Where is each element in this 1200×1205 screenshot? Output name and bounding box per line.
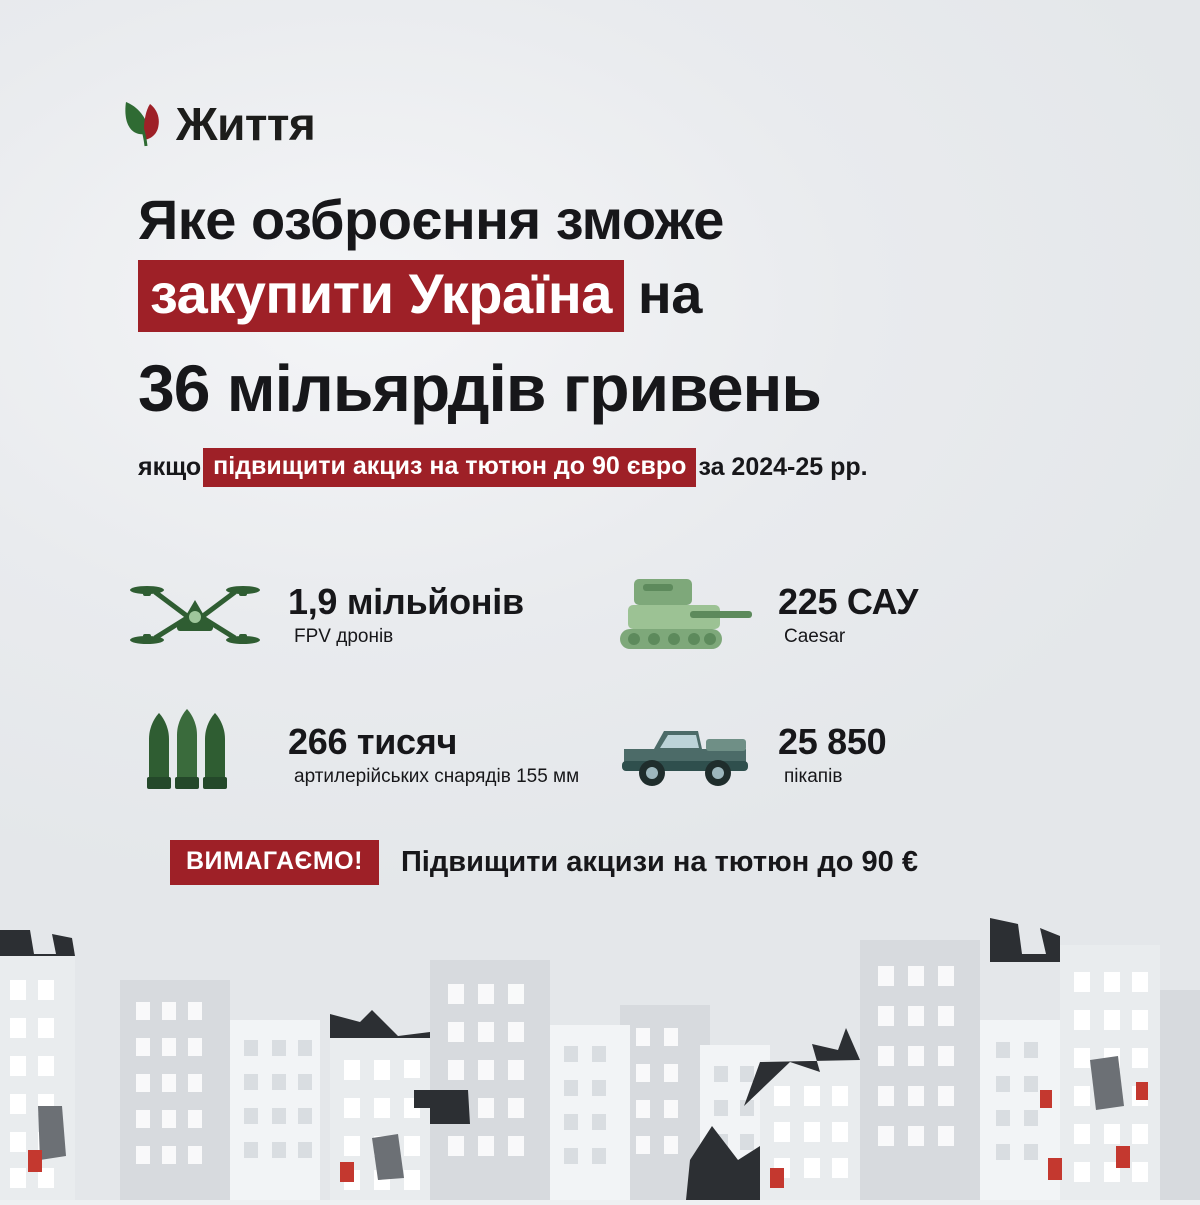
stat-text (778, 582, 918, 648)
artillery-shells-icon (120, 705, 270, 805)
stat-label: FPV дронів (294, 625, 394, 647)
stat-text (778, 722, 886, 788)
demand-text: Підвищити акцизи на тютюн до 90 € (400, 846, 918, 878)
stat-label: пікапів (784, 765, 843, 787)
stat-label: артилерійських снарядів 155 мм (294, 765, 580, 787)
drone-icon (120, 565, 270, 665)
headline-line-2 (138, 260, 1098, 332)
tank-howitzer-icon (610, 565, 760, 665)
demand-badge: ВИМАГАЄМО! (170, 840, 379, 885)
stat-text (288, 582, 524, 648)
brand-logo[interactable] (120, 98, 315, 150)
damaged-city-skyline (0, 910, 1200, 1200)
stat-value: 266 тисяч (288, 721, 458, 763)
stat-label: Caesar (784, 625, 846, 647)
headline-line-1: Яке озброєння зможе (138, 188, 724, 251)
headline-highlight: закупити Україна (138, 260, 624, 332)
headline-amount: 36 мільярдів гривень (138, 351, 821, 426)
stat-item (120, 700, 590, 810)
stat-value: 1,9 мільйонів (288, 581, 524, 623)
stat-item (610, 560, 1080, 670)
brand-name: Життя (176, 98, 316, 150)
pickup-truck-icon (610, 705, 760, 805)
headline-line-2-tail: на (637, 262, 702, 326)
stat-item (610, 700, 1080, 810)
headline-subtitle (138, 448, 1098, 487)
headline-block (138, 190, 1098, 487)
stat-text (288, 722, 579, 788)
stat-value: 225 САУ (778, 581, 919, 623)
leaf-icon (120, 98, 166, 150)
stat-item (120, 560, 590, 670)
stat-value: 25 850 (778, 721, 887, 763)
subtitle-highlight: підвищити акциз на тютюн до 90 євро (203, 448, 696, 487)
stats-grid (120, 560, 1080, 810)
demand-strip (170, 840, 918, 885)
subtitle-prefix: якщо (138, 452, 202, 481)
subtitle-suffix: за 2024-25 рр. (698, 452, 868, 481)
